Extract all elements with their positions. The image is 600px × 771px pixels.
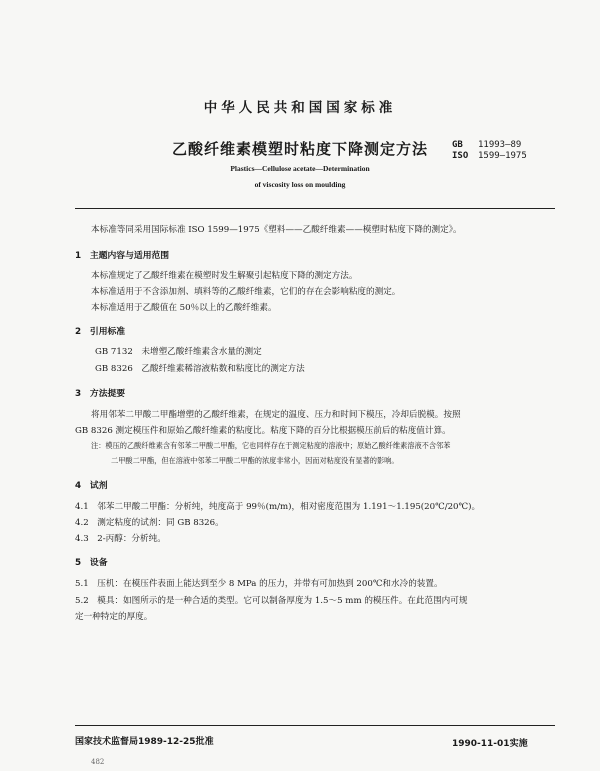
- document-title: 乙酸纤维素模塑时粘度下降测定方法: [171, 140, 428, 158]
- page-number: 482: [91, 758, 105, 766]
- section-5-heading: 5 设备: [75, 558, 108, 568]
- item-5-2-line-2: 定一种特定的厚度。: [75, 612, 153, 622]
- section-3-note-line-2: 二甲酸二甲酯，但在溶液中邻苯二甲酸二甲酯的浓度非常小，因而对粘度没有显著的影响。: [111, 456, 399, 465]
- gb-code: GB 11993—89: [452, 140, 522, 150]
- national-standard-heading: 中华人民共和国国家标准: [203, 100, 397, 116]
- reference-gb8326: GB 8326 乙酸纤维素稀溶液粘数和粘度比的测定方法: [95, 364, 305, 374]
- approval-date: 国家技术监督局1989-12-25批准: [75, 737, 214, 747]
- section-2-heading: 2 引用标准: [75, 327, 126, 337]
- section-1-line-3: 本标准适用于乙酸值在 50％以上的乙酸纤维素。: [91, 303, 277, 313]
- footer-rule: [75, 725, 555, 726]
- item-4-2: 4.2 测定粘度的试剂：同 GB 8326。: [75, 518, 224, 528]
- item-5-2-line-1: 5.2 模具：如图所示的是一种合适的类型。它可以制备厚度为 1.5～5 mm 的模压件。在此范围内可规: [75, 596, 468, 606]
- english-title-line-2: of viscosity loss on moulding: [254, 180, 346, 189]
- english-title-line-1: Plastics—Cellulose acetate—Determination: [230, 164, 370, 173]
- section-3-line-1: 将用邻苯二甲酸二甲酯增塑的乙酸纤维素，在规定的温度、压力和时间下模压，冷却后脱模。按照: [91, 410, 461, 420]
- iso-code: ISO 1599—1975: [452, 151, 527, 161]
- section-1-heading: 1 主题内容与适用范围: [75, 251, 170, 261]
- item-4-1: 4.1 邻苯二甲酸二甲酯：分析纯，纯度高于 99％(m/m)，相对密度范围为 1.191～1.195(20℃/20℃)。: [75, 502, 481, 512]
- intro-paragraph: 本标准等同采用国际标准 ISO 1599—1975《塑料——乙酸纤维素——模塑时粘度下降的测定》。: [91, 225, 462, 235]
- standard-codes: [452, 140, 527, 162]
- implementation-date: 1990-11-01实施: [452, 739, 528, 749]
- section-3-line-2: GB 8326 测定模压件和原始乙酸纤维素的粘度比。粘度下降的百分比根据模压前后的粘度值计算。: [75, 426, 451, 436]
- header-rule: [75, 208, 555, 209]
- section-3-note-line-1: 注：模压的乙酸纤维素含有邻苯二甲酸二甲酯，它也同样存在于测定粘度的溶液中；原始乙酸纤维素溶液不含邻苯: [91, 441, 451, 450]
- section-1-line-2: 本标准适用于不含添加剂、填料等的乙酸纤维素，它们的存在会影响粘度的测定。: [91, 287, 401, 297]
- section-1-line-1: 本标准规定了乙酸纤维素在模塑时发生解聚引起粘度下降的测定方法。: [91, 271, 358, 281]
- section-3-heading: 3 方法提要: [75, 389, 126, 399]
- reference-gb7132: GB 7132 未增塑乙酸纤维素含水量的测定: [95, 347, 262, 357]
- section-4-heading: 4 试剂: [75, 481, 108, 491]
- item-4-3: 4.3 2-丙醇：分析纯。: [75, 534, 166, 544]
- item-5-1: 5.1 压机：在模压件表面上能达到至少 8 MPa 的压力，并带有可加热到 200℃和水冷的装置。: [75, 579, 443, 589]
